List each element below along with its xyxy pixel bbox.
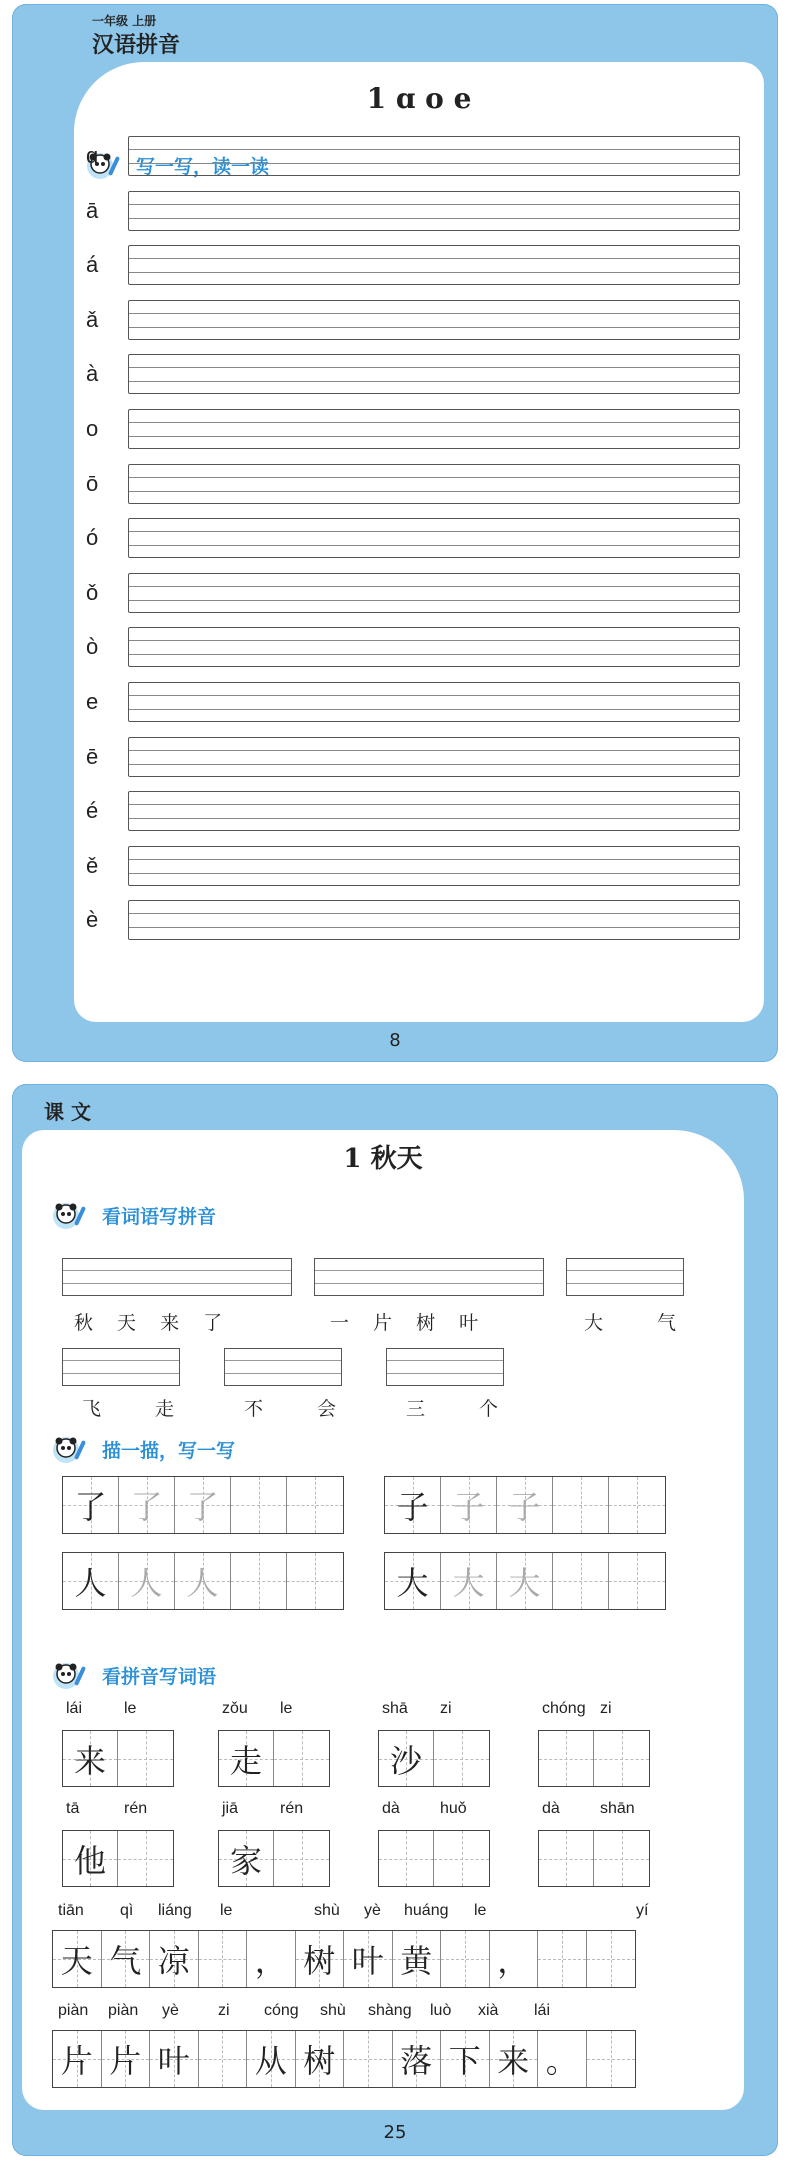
tracing-grid[interactable] — [62, 1476, 344, 1534]
writing-row — [86, 136, 746, 176]
tian-zi-cell[interactable] — [150, 1931, 199, 1987]
four-line-grid[interactable] — [128, 518, 740, 558]
writing-row — [86, 846, 746, 886]
tian-zi-cell[interactable] — [385, 1553, 441, 1609]
tracing-grid[interactable] — [384, 1552, 666, 1610]
tian-zi-cell[interactable] — [102, 2031, 151, 2087]
tian-zi-cell[interactable] — [539, 1831, 594, 1886]
writing-row — [86, 682, 746, 722]
word-grid[interactable] — [218, 1730, 330, 1787]
trace-char: 子 — [508, 1488, 541, 1526]
tian-zi-cell[interactable] — [175, 1477, 231, 1533]
pinyin-label: liáng — [158, 1902, 192, 1919]
pinyin-letter: ó — [86, 525, 99, 551]
lesson-title: 1 秋天 — [343, 1144, 423, 1174]
tian-zi-cell[interactable] — [497, 1477, 553, 1533]
tian-zi-cell[interactable] — [609, 1553, 665, 1609]
page-25 — [12, 1084, 778, 2156]
tian-zi-cell[interactable] — [497, 1553, 553, 1609]
tian-zi-cell[interactable] — [219, 1731, 274, 1786]
pinyin-answer-box[interactable] — [566, 1258, 684, 1296]
pinyin-letter: o — [86, 416, 99, 441]
worksheet-area — [22, 1130, 744, 2110]
pinyin-label: dà — [542, 1800, 560, 1817]
trace-char: 大 — [452, 1564, 485, 1602]
tian-zi-cell[interactable] — [490, 1931, 539, 1987]
sentence-char: 叶 — [351, 1942, 384, 1980]
tian-zi-cell[interactable] — [379, 1831, 434, 1886]
tian-zi-cell[interactable] — [441, 1931, 490, 1987]
tian-zi-cell[interactable] — [102, 1931, 151, 1987]
tian-zi-cell[interactable] — [344, 2031, 393, 2087]
tian-zi-cell[interactable] — [393, 2031, 442, 2087]
word-label: 三 个 — [406, 1398, 499, 1420]
tian-zi-cell[interactable] — [441, 2031, 490, 2087]
sentence-char: 树 — [303, 2042, 336, 2080]
tian-zi-cell[interactable] — [344, 1931, 393, 1987]
tian-zi-cell[interactable] — [274, 1831, 329, 1886]
pinyin-label: yè — [162, 2002, 179, 2019]
four-line-grid[interactable] — [128, 627, 740, 667]
pinyin-label: xià — [478, 2002, 499, 2019]
answer-char: 沙 — [389, 1741, 422, 1780]
sentence-char: 从 — [254, 2042, 287, 2080]
tian-zi-cell[interactable] — [490, 2031, 539, 2087]
model-char: 大 — [396, 1564, 429, 1602]
four-line-grid[interactable] — [128, 354, 740, 394]
pinyin-label: le — [220, 1902, 233, 1919]
pinyin-letter: ɑ — [86, 143, 99, 168]
page-number: 25 — [383, 2122, 407, 2143]
tian-zi-cell[interactable] — [379, 1731, 434, 1786]
sentence-char: ， — [254, 1942, 287, 1980]
writing-row — [86, 518, 746, 558]
writing-row — [86, 737, 746, 777]
sentence-char: 来 — [497, 2042, 530, 2080]
writing-row — [86, 191, 746, 231]
tian-zi-cell[interactable] — [274, 1731, 329, 1786]
word-grid[interactable] — [218, 1830, 330, 1887]
pinyin-label: yí — [636, 1902, 649, 1919]
word-label: 一 片 树 叶 — [330, 1312, 479, 1334]
section-title: 看拼音写词语 — [102, 1665, 217, 1688]
answer-char: 他 — [73, 1841, 106, 1880]
tian-zi-cell[interactable] — [199, 2031, 248, 2087]
tian-zi-cell[interactable] — [587, 2031, 636, 2087]
section-header — [50, 1198, 216, 1232]
tracing-grid[interactable] — [384, 1476, 666, 1534]
pinyin-letter: ě — [86, 852, 99, 878]
four-line-grid[interactable] — [128, 791, 740, 831]
four-line-grid[interactable] — [128, 245, 740, 285]
pinyin-label: lái — [534, 2002, 551, 2019]
four-line-grid[interactable] — [128, 900, 740, 940]
trace-char: 人 — [130, 1564, 163, 1602]
pinyin-answer-box[interactable] — [386, 1348, 504, 1386]
four-line-grid[interactable] — [128, 191, 740, 231]
tian-zi-cell[interactable] — [553, 1553, 609, 1609]
pinyin-letter: ò — [86, 634, 99, 660]
tian-zi-cell[interactable] — [587, 1931, 636, 1987]
trace-char: 了 — [130, 1488, 163, 1526]
writing-row — [86, 245, 746, 285]
pinyin-label: le — [124, 1700, 137, 1717]
four-line-grid[interactable] — [128, 409, 740, 449]
writing-row — [86, 300, 746, 340]
panda-icon — [50, 1432, 96, 1466]
tian-zi-cell[interactable] — [118, 1831, 173, 1886]
pinyin-label: qì — [120, 1902, 134, 1919]
model-char: 子 — [396, 1488, 429, 1526]
pinyin-label: zi — [600, 1700, 612, 1717]
sentence-char: 树 — [303, 1942, 336, 1980]
panda-icon — [50, 1658, 96, 1692]
tian-zi-cell[interactable] — [441, 1477, 497, 1533]
tian-zi-cell[interactable] — [538, 2031, 587, 2087]
pinyin-letter: è — [86, 907, 99, 933]
tian-zi-cell[interactable] — [118, 1731, 173, 1786]
writing-row — [86, 464, 746, 504]
pinyin-label: luò — [430, 2002, 452, 2019]
tian-zi-cell[interactable] — [296, 2031, 345, 2087]
sentence-char: 片 — [60, 2042, 93, 2080]
pinyin-label: cóng — [264, 2002, 299, 2019]
tian-zi-cell[interactable] — [539, 1731, 594, 1786]
pinyin-label: shù — [320, 2002, 346, 2019]
tian-zi-cell[interactable] — [247, 2031, 296, 2087]
pinyin-label: tiān — [58, 1902, 84, 1919]
sentence-grid[interactable] — [52, 1930, 636, 1988]
pinyin-label: shù — [314, 1902, 340, 1919]
tian-zi-cell[interactable] — [119, 1477, 175, 1533]
sentence-char: 气 — [109, 1942, 142, 1980]
sentence-char: 。 — [545, 2042, 578, 2080]
pinyin-letter: à — [86, 361, 99, 387]
tracing-grid[interactable] — [62, 1552, 344, 1610]
word-label: 不 会 — [244, 1398, 337, 1420]
page-number: 8 — [389, 1030, 401, 1051]
pinyin-label: zi — [218, 2002, 230, 2019]
pinyin-answer-box[interactable] — [62, 1258, 292, 1296]
word-grid[interactable] — [538, 1730, 650, 1787]
pinyin-letter: ā — [86, 197, 99, 223]
word-grid[interactable] — [538, 1830, 650, 1887]
pinyin-label: huǒ — [440, 1800, 467, 1817]
pinyin-answer-box[interactable] — [62, 1348, 180, 1386]
tian-zi-cell[interactable] — [175, 1553, 231, 1609]
tian-zi-cell[interactable] — [538, 1931, 587, 1987]
tian-zi-cell[interactable] — [553, 1477, 609, 1533]
tian-zi-cell[interactable] — [296, 1931, 345, 1987]
sentence-char: 落 — [400, 2042, 433, 2080]
panda-icon — [50, 1198, 96, 1232]
tian-zi-cell[interactable] — [393, 1931, 442, 1987]
pinyin-answer-box[interactable] — [314, 1258, 544, 1296]
sentence-char: 片 — [109, 2042, 142, 2080]
sentence-char: 下 — [448, 2042, 481, 2080]
tian-zi-cell[interactable] — [199, 1931, 248, 1987]
pinyin-label: jiā — [222, 1800, 239, 1817]
tian-zi-cell[interactable] — [609, 1477, 665, 1533]
writing-row — [86, 791, 746, 831]
trace-char: 人 — [186, 1564, 219, 1602]
writing-row — [86, 900, 746, 940]
pinyin-label: lái — [66, 1700, 83, 1717]
tian-zi-cell[interactable] — [594, 1831, 649, 1886]
answer-char: 家 — [229, 1841, 262, 1880]
tian-zi-cell[interactable] — [63, 1831, 118, 1886]
writing-row — [86, 409, 746, 449]
word-grid[interactable] — [62, 1830, 174, 1887]
tian-zi-cell[interactable] — [287, 1477, 343, 1533]
pinyin-letter: é — [86, 798, 99, 824]
trace-char: 子 — [452, 1488, 485, 1526]
sentence-char: ， — [497, 1942, 530, 1980]
trace-char: 大 — [508, 1564, 541, 1602]
section-header — [50, 1658, 216, 1692]
pinyin-label: shān — [600, 1800, 635, 1817]
tian-zi-cell[interactable] — [385, 1477, 441, 1533]
pinyin-label: shā — [382, 1700, 408, 1717]
sentence-grid[interactable] — [52, 2030, 636, 2088]
four-line-grid[interactable] — [128, 464, 740, 504]
pinyin-letter: ǎ — [86, 306, 99, 332]
header-label: 课 文 — [44, 1100, 91, 1124]
four-line-grid[interactable] — [128, 846, 740, 886]
tian-zi-cell[interactable] — [434, 1731, 489, 1786]
writing-row — [86, 573, 746, 613]
tian-zi-cell[interactable] — [53, 2031, 102, 2087]
four-line-grid[interactable] — [128, 136, 740, 176]
answer-char: 走 — [229, 1741, 262, 1780]
trace-char: 了 — [186, 1488, 219, 1526]
tian-zi-cell[interactable] — [53, 1931, 102, 1987]
four-line-grid[interactable] — [128, 573, 740, 613]
pinyin-letter: ē — [86, 743, 99, 769]
pinyin-label: yè — [364, 1902, 381, 1919]
tian-zi-cell[interactable] — [594, 1731, 649, 1786]
pinyin-answer-box[interactable] — [224, 1348, 342, 1386]
tian-zi-cell[interactable] — [63, 1477, 119, 1533]
book-title: 汉语拼音 — [92, 33, 181, 58]
word-grid[interactable] — [62, 1730, 174, 1787]
tian-zi-cell[interactable] — [63, 1553, 119, 1609]
tian-zi-cell[interactable] — [219, 1831, 274, 1886]
word-grid[interactable] — [378, 1830, 490, 1887]
pinyin-letter: á — [86, 252, 99, 278]
pinyin-label: tā — [66, 1800, 80, 1817]
tian-zi-cell[interactable] — [119, 1553, 175, 1609]
pinyin-letter: ǒ — [86, 579, 99, 605]
tian-zi-cell[interactable] — [63, 1731, 118, 1786]
answer-char: 来 — [73, 1741, 106, 1780]
writing-row — [86, 627, 746, 667]
sentence-char: 叶 — [157, 2042, 190, 2080]
pinyin-label: piàn — [108, 2002, 139, 2019]
tian-zi-cell[interactable] — [441, 1553, 497, 1609]
writing-row — [86, 354, 746, 394]
tian-zi-cell[interactable] — [231, 1477, 287, 1533]
pinyin-label: piàn — [58, 2002, 89, 2019]
pinyin-letter: ō — [86, 470, 99, 496]
section-title: 看词语写拼音 — [102, 1205, 217, 1228]
tian-zi-cell[interactable] — [231, 1553, 287, 1609]
pinyin-label: shàng — [368, 2002, 412, 2019]
model-char: 了 — [74, 1488, 107, 1526]
word-label: 大 气 — [584, 1312, 677, 1334]
pinyin-label: zǒu — [222, 1700, 248, 1717]
tian-zi-cell[interactable] — [247, 1931, 296, 1987]
model-char: 人 — [74, 1564, 107, 1602]
tian-zi-cell[interactable] — [287, 1553, 343, 1609]
pinyin-label: le — [280, 1700, 293, 1717]
word-label: 秋 天 来 了 — [74, 1312, 223, 1334]
four-line-grid[interactable] — [128, 682, 740, 722]
word-grid[interactable] — [378, 1730, 490, 1787]
sentence-char: 凉 — [157, 1942, 190, 1980]
four-line-grid[interactable] — [128, 300, 740, 340]
page-8 — [12, 4, 778, 1062]
lesson-title: 1 ɑ o e — [366, 82, 472, 115]
tian-zi-cell[interactable] — [434, 1831, 489, 1886]
section-header — [50, 1432, 235, 1466]
pinyin-label: chóng — [542, 1700, 586, 1717]
worksheet-area — [74, 62, 764, 1022]
word-label: 飞 走 — [82, 1398, 175, 1420]
sentence-char: 黄 — [400, 1942, 433, 1980]
pinyin-label: le — [474, 1902, 487, 1919]
pinyin-label: huáng — [404, 1902, 449, 1919]
pinyin-letter: e — [86, 689, 99, 714]
section-title: 描一描，写一写 — [102, 1439, 236, 1462]
pinyin-label: dà — [382, 1800, 400, 1817]
grade-label: 一年级 上册 — [92, 14, 157, 28]
four-line-grid[interactable] — [128, 737, 740, 777]
pinyin-label: rén — [124, 1800, 148, 1817]
pinyin-label: rén — [280, 1800, 304, 1817]
tian-zi-cell[interactable] — [150, 2031, 199, 2087]
sentence-char: 天 — [60, 1942, 93, 1980]
pinyin-label: zi — [440, 1700, 452, 1717]
